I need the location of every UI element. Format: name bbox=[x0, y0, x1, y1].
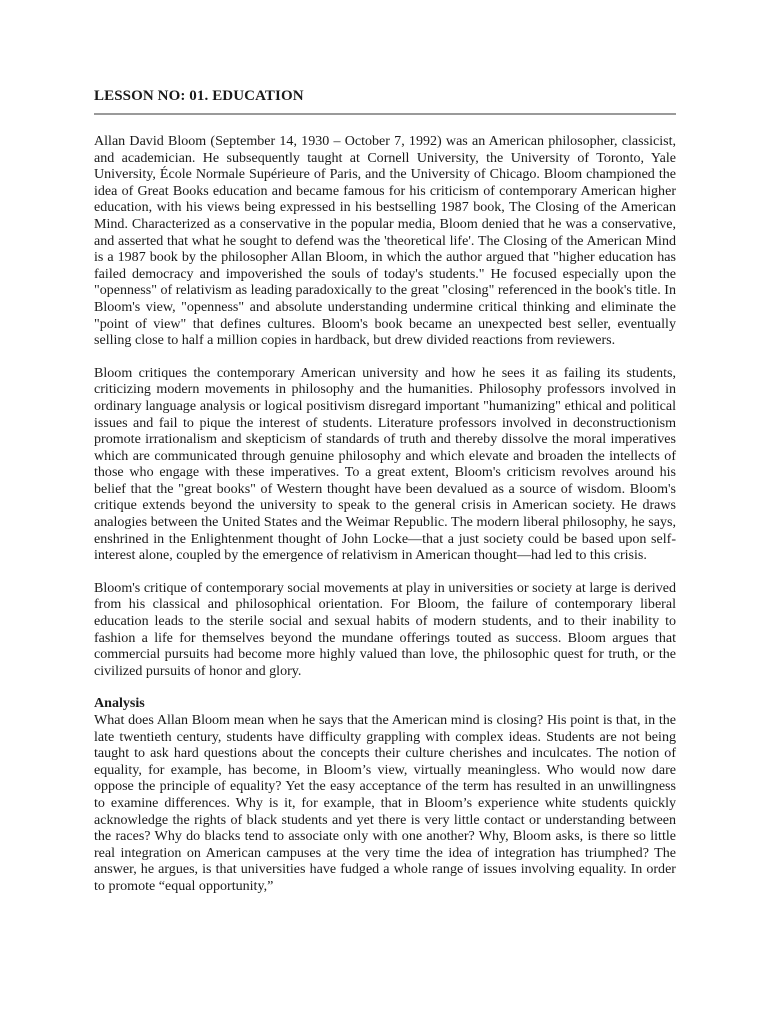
analysis-heading: Analysis bbox=[94, 695, 145, 712]
analysis-paragraph: What does Allan Bloom mean when he says that the American mind is closing? His point is that, in the late twentieth century, students have difficulty grappling with complex ideas. Students are not being taught to ask hard questions about the concepts their culture cherishes and inculcates. The notion of equality, for example, has become, in Bloom’s view, virtually meaningless. Who would now dare oppose the principle of equality? Yet the easy acceptance of the term has resulted in an unwillingness to examine differences. Why is it, for example, that in Bloom’s experience white students quickly acknowledge the rights of black students and yet there is very little contact or understanding between the races? Why do blacks tend to associate only with one another? Why, Bloom asks, is there so little real integration on American campuses at the very time the idea of integration has triumphed? The answer, he argues, is that universities have fudged a whole range of issues involving equality. In order to promote “equal opportunity,” bbox=[94, 712, 676, 894]
lesson-title: LESSON NO: 01. EDUCATION bbox=[94, 88, 304, 104]
paragraph-bloom-biography: Allan David Bloom (September 14, 1930 – October 7, 1992) was an American philosopher, classicist, and academician. He subsequently taught at Cornell University, the University of Toronto, Yale University, École Normale Supérieure of Paris, and the University of Chicago. Bloom championed the idea of Great Books education and became famous for his criticism of contemporary American higher education, with his views being expressed in his bestselling 1987 book, The Closing of the American Mind. Characterized as a conservative in the popular media, Bloom denied that he was a conservative, and asserted that what he sought to defend was the 'theoretical life'. The Closing of the American Mind is a 1987 book by the philosopher Allan Bloom, in which the author argued that "higher education has failed democracy and impoverished the souls of today's students." He focused especially upon the "openness" of relativism as leading paradoxically to the great "closing" referenced in the book's title. In Bloom's view, "openness" and absolute understanding undermine critical thinking and eliminate the "point of view" that defines cultures. Bloom's book became an unexpected best seller, eventually selling close to half a million copies in hardback, but drew divided reactions from reviewers. bbox=[94, 133, 676, 349]
title-divider bbox=[94, 113, 676, 115]
paragraph-university-critique: Bloom critiques the contemporary American university and how he sees it as failing its students, criticizing modern movements in philosophy and the humanities. Philosophy professors involved in ordinary language analysis or logical positivism disregard important "humanizing" ethical and political issues and fail to pique the interest of students. Literature professors involved in deconstructionism promote irrationalism and skepticism of standards of truth and thereby dissolve the moral imperatives which are communicated through genuine philosophy and which elevate and broaden the intellects of those who engage with these imperatives. To a great extent, Bloom's criticism revolves around his belief that the "great books" of Western thought have been devalued as a source of wisdom. Bloom's critique extends beyond the university to speak to the general crisis in American society. He draws analogies between the United States and the Weimar Republic. The modern liberal philosophy, he says, enshrined in the Enlightenment thought of John Locke—that a just society could be based upon self-interest alone, coupled by the emergence of relativism in American thought—had led to this crisis. bbox=[94, 364, 676, 564]
document-page bbox=[94, 86, 676, 911]
paragraph-social-critique: Bloom's critique of contemporary social movements at play in universities or society at large is derived from his classical and philosophical orientation. For Bloom, the failure of contemporary liberal education leads to the sterile social and sexual habits of modern students, and to their inability to fashion a life for themselves beyond the mundane offerings touted as success. Bloom argues that commercial pursuits had become more highly valued than love, the philosophic quest for truth, or the civilized pursuits of honor and glory. bbox=[94, 579, 676, 679]
